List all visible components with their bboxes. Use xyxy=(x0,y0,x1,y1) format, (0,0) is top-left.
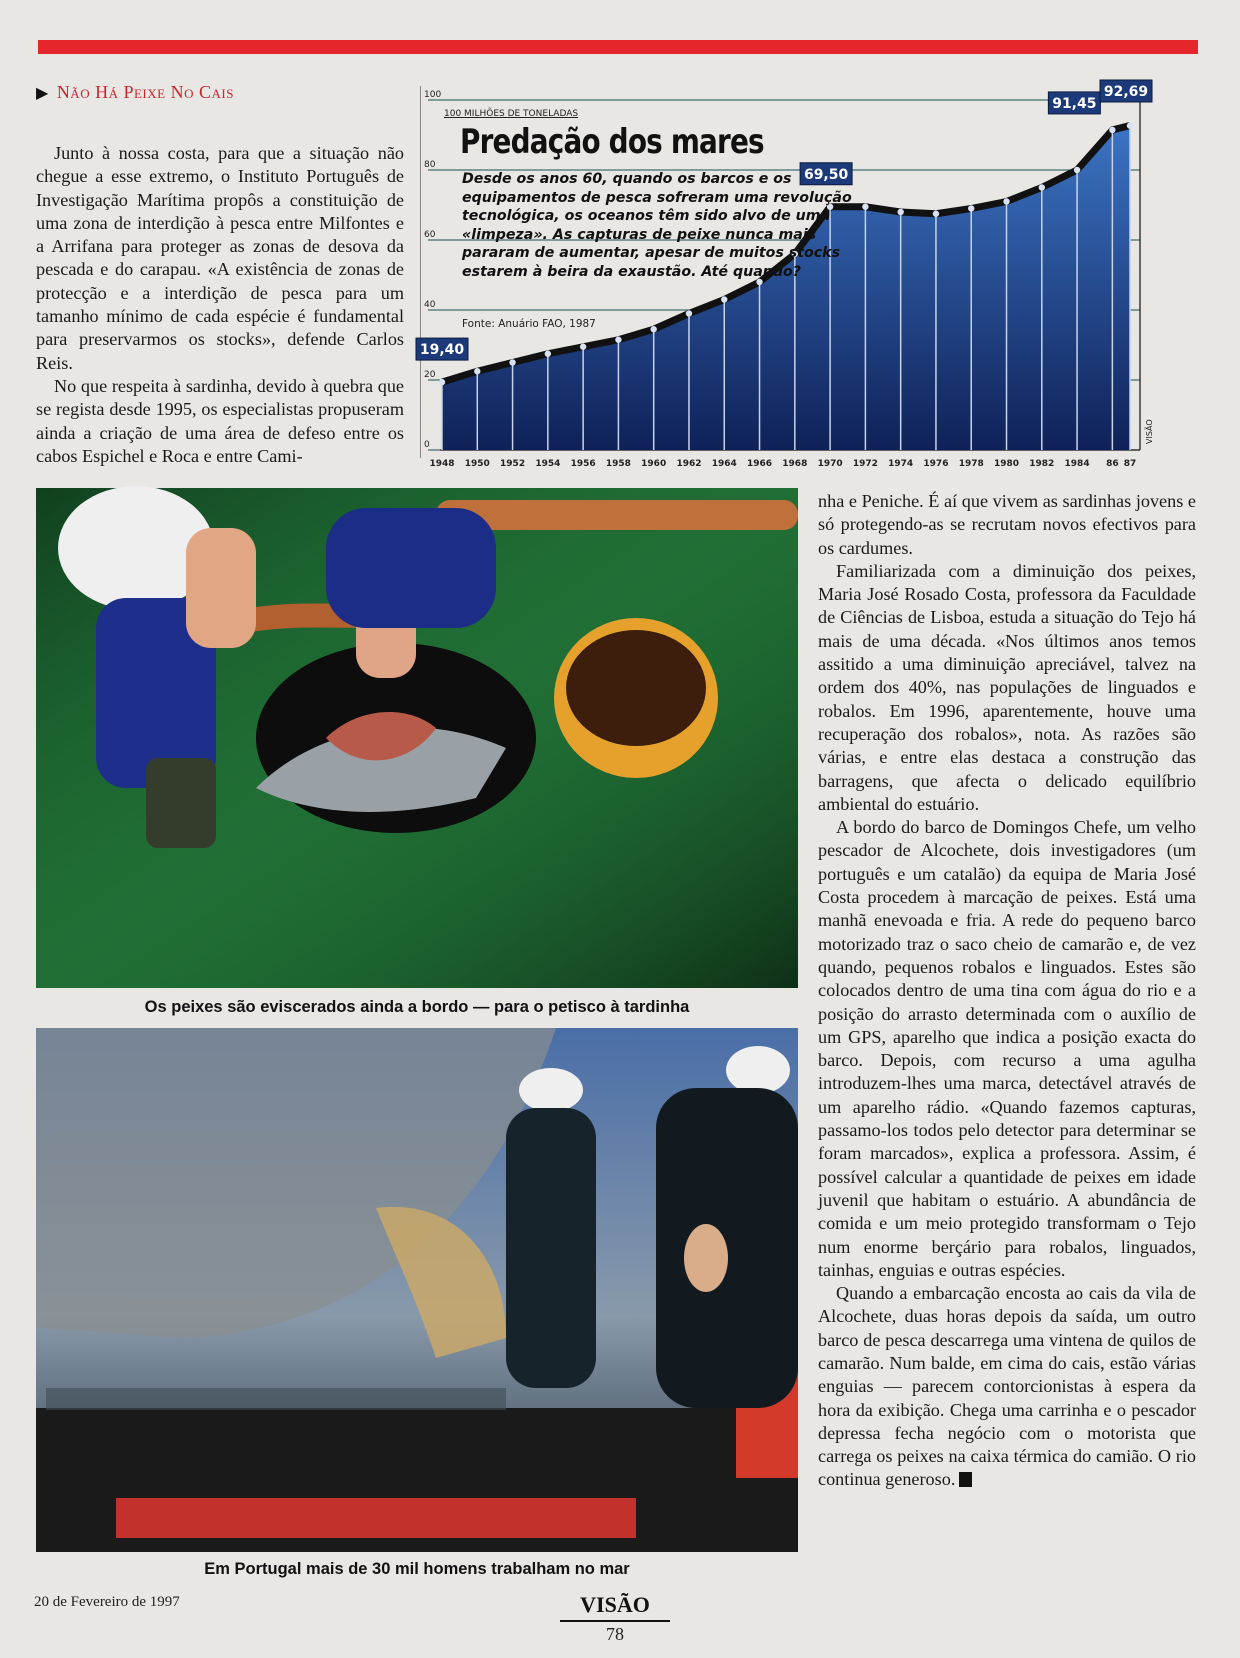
x-tick-label: 1980 xyxy=(993,459,1020,469)
data-point xyxy=(439,379,445,385)
article-column-3 xyxy=(818,490,1196,1492)
paragraph: No que respeita à sardinha, devido à quebra que se regista desde 1995, os especialistas propuseram ainda a criação de uma área de defeso entre os cabos Espichel e Roca e entre Cami- xyxy=(36,375,404,466)
paragraph-text: Quando a embarcação encosta ao cais da vila de Alcochete, duas horas depois da saída, um outro barco de pesca descarrega uma vintena de quilos de camarão. Num balde, em cima do cais, estão várias enguias — parecem contorcionistas à espera da hora da exibição. Chega uma carrinha e o pescador depressa fecha negócio com o motorista que carrega os peixes na caixa térmica do camião. O rio continua generoso. xyxy=(818,1283,1196,1490)
photo-fishermen-nets xyxy=(36,1028,798,1552)
y-tick-label: 100 xyxy=(424,90,442,100)
data-point xyxy=(615,337,621,343)
data-point xyxy=(721,296,727,302)
chart-y-unit: 100 MILHÕES DE TONELADAS xyxy=(444,109,579,119)
x-tick-label: 1960 xyxy=(641,459,667,469)
arrow-icon: ▶ xyxy=(36,85,49,102)
photo-fish-gutting-image xyxy=(36,488,798,988)
x-tick-label: 1948 xyxy=(429,459,455,469)
data-point xyxy=(1074,167,1080,173)
y-tick-label: 20 xyxy=(424,370,436,380)
kicker-text: Não Há Peixe No Cais xyxy=(56,82,234,102)
section-kicker xyxy=(36,82,234,103)
x-tick-label: 1976 xyxy=(923,459,949,469)
value-label: 92,69 xyxy=(1103,84,1149,100)
end-mark-icon xyxy=(959,1472,972,1487)
article-column-1 xyxy=(36,142,404,468)
x-tick-label: 86 xyxy=(1106,459,1119,469)
data-point xyxy=(474,368,480,374)
x-tick-label: 1974 xyxy=(888,459,914,469)
paragraph: Junto à nossa costa, para que a situação não chegue a esse extremo, o Instituto Português de Investigação Marítima propôs a constituição de uma zona de interdição à pesca entre Milfontes e a Arrifana para proteger as zonas de desova da pescada e do carapau. «A existência de zonas de protecção e a interdição de pesca para um tamanho mínimo de cada espécie é fundamental para preservarmos os stocks», defende Carlos Reis. xyxy=(36,143,404,373)
x-tick-label: 1964 xyxy=(711,459,737,469)
x-tick-label: 1962 xyxy=(676,459,702,469)
value-label: 91,45 xyxy=(1052,95,1097,112)
y-tick-label: 0 xyxy=(424,440,430,450)
value-label: 19,40 xyxy=(419,342,465,359)
photo-fishermen-nets-image xyxy=(36,1028,798,1552)
data-point xyxy=(897,209,903,215)
x-tick-label: 1972 xyxy=(852,459,878,469)
photo1-caption: Os peixes são eviscerados ainda a bordo — para o petisco à tardinha xyxy=(144,998,690,1016)
x-tick-label: 1978 xyxy=(958,459,984,469)
data-point xyxy=(968,205,974,211)
x-tick-label: 1950 xyxy=(464,459,490,469)
data-point xyxy=(686,310,692,316)
chart-title: Predação dos mares xyxy=(460,122,764,162)
footer-magazine: VISÃO xyxy=(580,1592,650,1617)
value-label: 69,50 xyxy=(803,166,849,183)
paragraph: A bordo do barco de Domingos Chefe, um velho pescador de Alcochete, dois investigadores (um português e um catalão) da equipa de Maria José Costa procedem à marcação de peixes. Está uma manhã enevoada e fria. A rede do pequeno barco motorizado traz o saco cheio de camarão e, de vez quando, pequenos robalos e linguados. Estes são colocados dentro de uma tina com água do rio e a posição do arrasto determinada com o auxílio de um GPS, aparelho que indica a posição exacta do barco. Depois, com recurso a uma agulha introduzem-lhes uma marca, detectável através de um aparelho rádio. «Quando fazemos capturas, passamo-los todos pelo detector para determinar se foram marcados», explica a professora. Assim, é possível calcular a quantidade de peixes em idade juvenil que habitam o estuário. A abundância de comida e um meio protegido transformam o Tejo num enorme berçário para robalos, linguados, tainhas, enguias e outras espécies. xyxy=(818,817,1196,1280)
x-tick-label: 1966 xyxy=(747,459,773,469)
paragraph: Familiarizada com a diminuição dos peixes, Maria José Rosado Costa, professora da Faculdade de Ciências de Lisboa, estuda a situação do Tejo há mais de uma década. «Nos últimos anos temos assitido a uma diminuição apreciável, talvez na ordem dos 40%, nas populações de linguados e robalos. Em 1996, aparentemente, houve uma recuperação dos robalos», nota. As razões são várias, e entre elas destaca a construção das barragens, que afecta o delicado equilíbrio ambiental do estuário. xyxy=(818,560,1196,814)
chart-intro: Desde os anos 60, quando os barcos e os equipamentos de pesca sofreram uma revolução tecnológica, os oceanos têm sido alvo de uma «limpeza». As capturas de peixe nunca mais pararam de aumentar, apesar de muitos stocks estarem à beira da exaustão. Até quando? xyxy=(462,171,852,280)
x-tick-label: 1952 xyxy=(500,459,526,469)
photo2-caption: Em Portugal mais de 30 mil homens trabalham no mar xyxy=(204,1560,630,1578)
x-tick-label: 1954 xyxy=(535,459,561,469)
data-point xyxy=(650,326,656,332)
top-red-bar xyxy=(38,40,1198,54)
x-tick-label: 1970 xyxy=(817,459,843,469)
paragraph: nha e Peniche. É aí que vivem as sardinhas jovens e só protegendo-as se recrutam novos efectivos para os cardumes. xyxy=(818,491,1196,558)
chart-credit: VISÃO xyxy=(1145,419,1154,444)
data-point xyxy=(580,344,586,350)
data-point xyxy=(545,351,551,357)
paragraph xyxy=(818,1282,1196,1492)
x-tick-label: 1956 xyxy=(570,459,596,469)
data-point xyxy=(1003,198,1009,204)
chart-source: Fonte: Anuário FAO, 1987 xyxy=(462,318,596,330)
y-tick-label: 60 xyxy=(424,230,436,240)
x-tick-label: 1982 xyxy=(1029,459,1055,469)
data-point xyxy=(862,204,868,210)
x-tick-label: 1968 xyxy=(782,459,808,469)
data-point xyxy=(509,359,515,365)
footer-page-number: 78 xyxy=(560,1620,670,1645)
y-tick-label: 40 xyxy=(424,300,436,310)
x-tick-label: 87 xyxy=(1123,459,1137,469)
data-point xyxy=(933,211,939,217)
data-point xyxy=(1039,184,1045,190)
photo-fish-gutting xyxy=(36,488,798,988)
footer-date: 20 de Fevereiro de 1997 xyxy=(34,1594,180,1610)
column-divider xyxy=(420,86,421,458)
x-tick-label: 1958 xyxy=(605,459,631,469)
data-point xyxy=(1109,127,1115,133)
data-point xyxy=(1127,122,1133,128)
y-tick-label: 80 xyxy=(424,160,436,170)
x-tick-label: 1984 xyxy=(1064,459,1090,469)
